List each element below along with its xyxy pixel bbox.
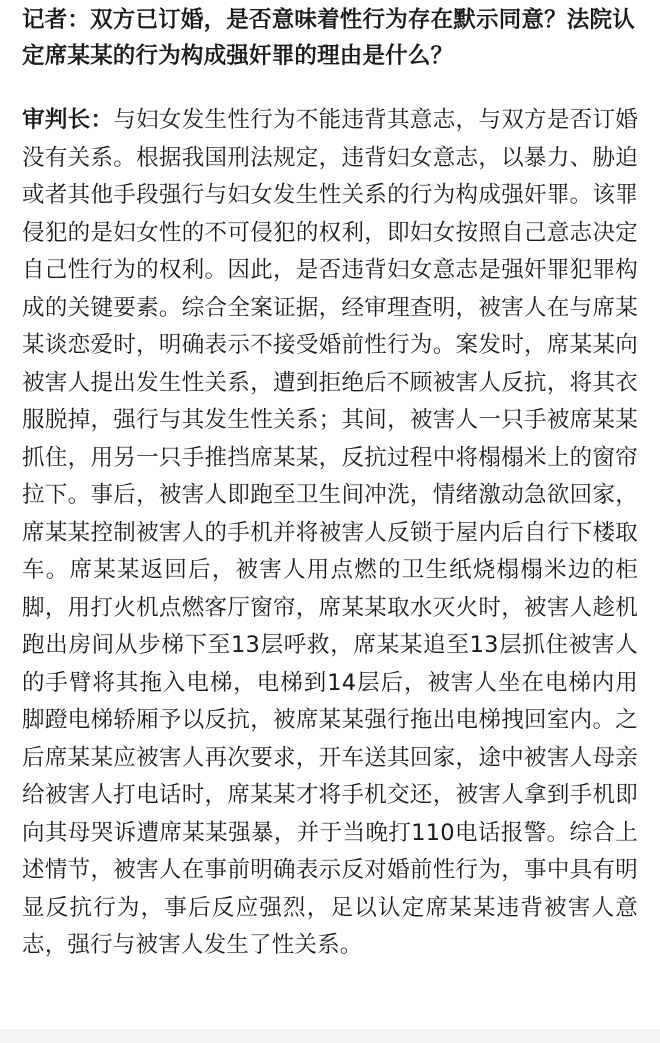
question-text: 双方已订婚，是否意味着性行为存在默示同意？法院认定席某某的行为构成强奸罪的理由是什么？ [22, 7, 635, 69]
answer-text: 与妇女发生性行为不能违背其意志，与双方是否订婚没有关系。根据我国刑法规定，违背妇女意志，以暴力、胁迫或者其他手段强行与妇女发生性关系的行为构成强奸罪。该罪侵犯的是妇女性的不可侵犯的权利，即妇女按照自己意志决定自己性行为的权利。因此，是否违背妇女意志是强奸罪犯罪构成的关键要素。综合全案证据，经审理查明，被害人在与席某某谈恋爱时，明确表示不接受婚前性行为。案发时，席某某向被害人提出发生性关系，遭到拒绝后不顾被害人反抗，将其衣服脱掉，强行与其发生性关系；其间，被害人一只手被席某某抓住，用另一只手推挡席某某，反抗过程中将榻榻米上的窗帘拉下。事后，被害人即跑至卫生间冲洗，情绪激动急欲回家，席某某控制被害人的手机并将被害人反锁于屋内后自行下楼取车。席某某返回后，被害人用点燃的卫生纸烧榻榻米边的柜脚，用打火机点燃客厅窗帘，席某某取水灭火时，被害人趁机跑出房间从步梯下至13层呼救，席某某追至13层抓住被害人的手臂将其拖入电梯，电梯到14层后，被害人坐在电梯内用脚蹬电梯轿厢予以反抗，被席某某强行拖出电梯拽回室内。之后席某某应被害人再次要求，开车送其回家，途中被害人母亲给被害人打电话时，席某某才将手机交还，被害人拿到手机即向其母哭诉遭席某某强暴，并于当晚打110电话报警。综合上述情节，被害人在事前明确表示反对婚前性行为，事中具有明显反抗行为，事后反应强烈，足以认定席某某违背被害人意志，强行与被害人发生了性关系。 [22, 107, 638, 958]
judge-answer [22, 102, 638, 965]
reporter-question [22, 2, 638, 74]
bottom-strip [0, 1029, 660, 1043]
question-speaker: 记者： [22, 7, 91, 33]
answer-speaker: 审判长： [22, 107, 114, 133]
